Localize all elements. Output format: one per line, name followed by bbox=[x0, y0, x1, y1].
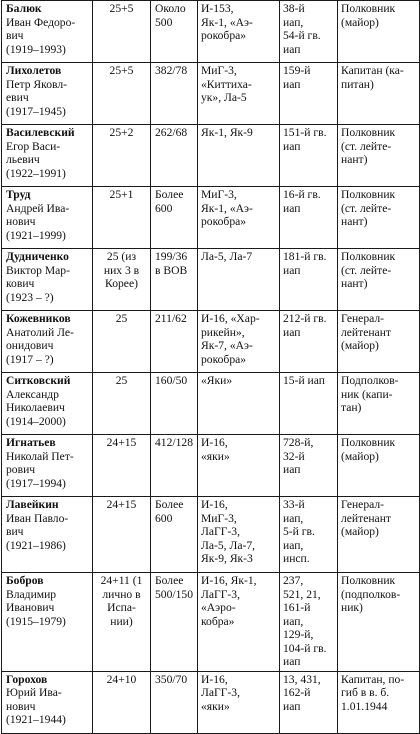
victories-cell: 25+1 bbox=[93, 187, 151, 249]
unit-cell: 212-й гв. иап bbox=[280, 311, 338, 373]
sorties-cell: 382/78 bbox=[151, 63, 198, 125]
sorties-cell: 211/62 bbox=[151, 311, 198, 373]
table-row bbox=[2, 671, 420, 733]
unit-cell: 728-й, 32-й иап bbox=[280, 435, 338, 497]
pilot-name-years: Александр Николаевич (1914–2000) bbox=[6, 387, 66, 428]
sorties-cell: Более 600 bbox=[151, 497, 198, 573]
pilot-surname: Кожевников bbox=[6, 312, 71, 325]
rank-cell: Генерал- лейтенант (майор) bbox=[338, 497, 420, 573]
aircraft-cell: МиГ-3, Як-1, «Аэ- рокобра» bbox=[198, 187, 280, 249]
aircraft-cell: МиГ-3, «Киттиха- ук», Ла-5 bbox=[198, 63, 280, 125]
rank-cell: Полковник (ст. лейте- нант) bbox=[338, 125, 420, 187]
victories-cell: 25+5 bbox=[93, 1, 151, 63]
pilot-surname: Ситковский bbox=[6, 374, 71, 387]
sorties-cell: 350/70 bbox=[151, 671, 198, 733]
rank-cell: Капитан (ка- питан) bbox=[338, 63, 420, 125]
pilot-name-years: Анатолий Ле- онидович (1917 – ?) bbox=[6, 325, 74, 366]
unit-cell: 16-й гв. иап bbox=[280, 187, 338, 249]
rank-cell: Капитан, по- гиб в в. б. 1.01.1944 bbox=[338, 671, 420, 733]
pilot-surname: Лихолетов bbox=[6, 64, 62, 77]
sorties-cell: 262/68 bbox=[151, 125, 198, 187]
table-row bbox=[2, 311, 420, 373]
rank-cell: Полковник (подполков- ник) bbox=[338, 573, 420, 672]
pilot-name-years: Иван Павло- вич (1921–1986) bbox=[6, 511, 69, 552]
pilot-surname: Бобров bbox=[6, 574, 44, 587]
pilot-cell bbox=[2, 311, 93, 373]
victories-cell: 25 bbox=[93, 373, 151, 435]
pilot-name-years: Николай Пет- рович (1917–1994) bbox=[6, 449, 74, 490]
aircraft-cell: И-153, Як-1, «Аэ- рокобра» bbox=[198, 1, 280, 63]
pilot-cell bbox=[2, 187, 93, 249]
pilot-surname: Труд bbox=[6, 188, 31, 201]
victories-cell: 24+10 bbox=[93, 671, 151, 733]
pilot-name-years: Владимир Иванович (1915–1979) bbox=[6, 587, 66, 628]
table-row bbox=[2, 435, 420, 497]
unit-cell: 33-й иап, 5-й гв. иап, инсп. bbox=[280, 497, 338, 573]
rank-cell: Генерал- лейтенант (майор) bbox=[338, 311, 420, 373]
pilot-surname: Василевский bbox=[6, 126, 75, 139]
aircraft-cell: Ла-5, Ла-7 bbox=[198, 249, 280, 311]
victories-cell: 25+2 bbox=[93, 125, 151, 187]
table-body bbox=[2, 1, 420, 734]
pilot-surname: Горохов bbox=[6, 672, 48, 686]
victories-cell: 25 (из них 3 в Корее) bbox=[93, 249, 151, 311]
rank-cell: Полковник (майор) bbox=[338, 435, 420, 497]
aircraft-cell: И-16, МиГ-3, ЛаГГ-3, Ла-5, Ла-7, Як-9, Як-3 bbox=[198, 497, 280, 573]
sorties-cell: Около 500 bbox=[151, 1, 198, 63]
table-row bbox=[2, 373, 420, 435]
pilot-name-years: Егор Васи- льевич (1922–1991) bbox=[6, 139, 66, 180]
pilot-cell bbox=[2, 573, 93, 672]
sorties-cell: 199/36 в ВОВ bbox=[151, 249, 198, 311]
unit-cell: 181-й гв. иап bbox=[280, 249, 338, 311]
pilot-cell bbox=[2, 1, 93, 63]
aces-table bbox=[1, 0, 420, 734]
aircraft-cell: И-16, «Хар- рикейн», Як-7, «Аэ- рокобра» bbox=[198, 311, 280, 373]
sorties-cell: 160/50 bbox=[151, 373, 198, 435]
aircraft-cell: И-16, «яки» bbox=[198, 435, 280, 497]
pilot-name-years: Иван Федоро- вич (1919–1993) bbox=[6, 15, 76, 56]
victories-cell: 25 bbox=[93, 311, 151, 373]
pilot-cell bbox=[2, 125, 93, 187]
aircraft-cell: «Яки» bbox=[198, 373, 280, 435]
rank-cell: Полковник (майор) bbox=[338, 1, 420, 63]
table-row bbox=[2, 1, 420, 63]
unit-cell: 13, 431, 162-й иап bbox=[280, 671, 338, 733]
pilot-surname: Балюк bbox=[6, 2, 42, 15]
unit-cell: 151-й гв. иап bbox=[280, 125, 338, 187]
table-row bbox=[2, 63, 420, 125]
table-row bbox=[2, 497, 420, 573]
victories-cell: 24+15 bbox=[93, 497, 151, 573]
pilot-surname: Дудниченко bbox=[6, 250, 69, 263]
unit-cell: 159-й иап bbox=[280, 63, 338, 125]
pilot-cell bbox=[2, 497, 93, 573]
rank-cell: Подполков- ник (капи- тан) bbox=[338, 373, 420, 435]
pilot-cell bbox=[2, 671, 93, 733]
pilot-cell bbox=[2, 249, 93, 311]
pilot-surname: Игнатьев bbox=[6, 436, 56, 449]
pilot-name-years: Андрей Ива- нович (1921–1999) bbox=[6, 201, 70, 242]
table-row bbox=[2, 187, 420, 249]
pilot-surname: Лавейкин bbox=[6, 498, 59, 511]
unit-cell: 15-й иап bbox=[280, 373, 338, 435]
rank-cell: Полковник (ст. лейте- нант) bbox=[338, 187, 420, 249]
table-row bbox=[2, 573, 420, 672]
sorties-cell: 412/128 bbox=[151, 435, 198, 497]
unit-cell: 237, 521, 21, 161-й иап, 129-й, 104-й гв. иап bbox=[280, 573, 338, 672]
aircraft-cell: Як-1, Як-9 bbox=[198, 125, 280, 187]
pilot-name-years: Петр Яковл- евич (1917–1945) bbox=[6, 77, 67, 118]
aircraft-cell: И-16, ЛаГГ-3, «яки» bbox=[198, 671, 280, 733]
table-row bbox=[2, 249, 420, 311]
pilot-cell bbox=[2, 373, 93, 435]
pilot-cell bbox=[2, 63, 93, 125]
sorties-cell: Более 600 bbox=[151, 187, 198, 249]
victories-cell: 25+5 bbox=[93, 63, 151, 125]
unit-cell: 38-й иап, 54-й гв. иап bbox=[280, 1, 338, 63]
aircraft-cell: И-16, Як-1, ЛаГГ-3, «Аэро- кобра» bbox=[198, 573, 280, 672]
victories-cell: 24+15 bbox=[93, 435, 151, 497]
pilot-cell bbox=[2, 435, 93, 497]
pilot-name-years: Виктор Мар- кович (1923 – ?) bbox=[6, 263, 70, 304]
table-row bbox=[2, 125, 420, 187]
rank-cell: Полковник (ст. лейте- нант) bbox=[338, 249, 420, 311]
sorties-cell: Более 500/150 bbox=[151, 573, 198, 672]
victories-cell: 24+11 (1 лично в Испа- нии) bbox=[93, 573, 151, 672]
pilot-name-years: Юрий Ива- нович (1921–1944) bbox=[6, 686, 66, 726]
